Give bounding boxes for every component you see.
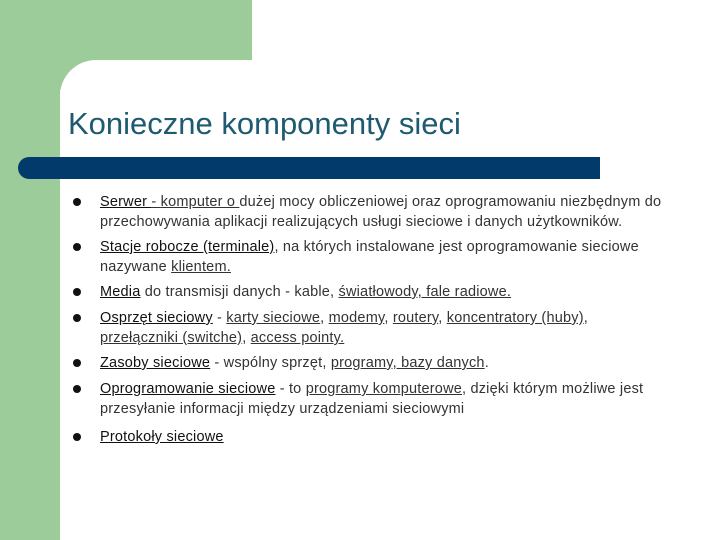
separator: -	[151, 194, 161, 210]
bullet-icon	[73, 433, 81, 441]
list-item-oprogramowanie	[70, 379, 670, 419]
text: .	[484, 355, 489, 371]
text: do transmisji danych - kable,	[140, 284, 339, 300]
link-przelaczniki[interactable]: przełączniki (switche)	[100, 330, 243, 346]
term-osprzet-sieciowy[interactable]: Osprzęt sieciowy	[100, 310, 213, 326]
link-koncentratory[interactable]: koncentratory (huby)	[446, 310, 584, 326]
text: na których instalowane jest oprogramowanie sieciowe nazywane	[100, 239, 639, 275]
text: ,	[320, 310, 329, 326]
list-item-stacje-robocze	[70, 237, 670, 277]
bullet-list	[70, 192, 670, 447]
bullet-icon	[73, 243, 81, 251]
link-access-pointy[interactable]: access pointy.	[250, 330, 345, 346]
text: -	[212, 310, 227, 326]
text: dużej mocy obliczeniowej oraz oprogramowaniu niezbędnym do przechowywania aplikacji realizujących usługi sieciowe i danych użytkowników.	[100, 194, 662, 230]
title-underline-bar	[18, 157, 600, 179]
term-protokoly-sieciowe[interactable]: Protokoły sieciowe	[100, 429, 224, 445]
list-item-osprzet	[70, 308, 670, 348]
link-klientem[interactable]: klientem.	[171, 259, 231, 275]
text: ,	[242, 330, 251, 346]
bullet-icon	[73, 198, 81, 206]
list-item-zasoby	[70, 353, 670, 373]
separator: ,	[274, 239, 283, 255]
term-media[interactable]: Media	[100, 284, 141, 300]
bullet-icon	[73, 385, 81, 393]
list-item-serwer	[70, 192, 670, 232]
link-komputer[interactable]: komputer o	[160, 194, 240, 210]
text: ,	[384, 310, 393, 326]
term-stacje-robocze[interactable]: Stacje robocze (terminale)	[100, 239, 275, 255]
link-modemy[interactable]: modemy	[328, 310, 385, 326]
text: , dzięki którym możliwe jest przesyłanie informacji między urządzeniami sieciowymi	[100, 381, 644, 417]
term-serwer[interactable]: Serwer	[100, 194, 152, 210]
link-routery[interactable]: routery	[392, 310, 439, 326]
text: - wspólny sprzęt,	[210, 355, 331, 371]
list-item-protokoly	[70, 427, 670, 447]
link-programy-bazy-danych[interactable]: programy, bazy danych	[330, 355, 485, 371]
bullet-icon	[73, 359, 81, 367]
link-swiatlowody[interactable]: światłowody, fale radiowe.	[338, 284, 512, 300]
slide-title: Konieczne komponenty sieci	[68, 106, 461, 141]
bullet-icon	[73, 288, 81, 296]
text: ,	[583, 310, 588, 326]
text: ,	[438, 310, 447, 326]
term-zasoby-sieciowe[interactable]: Zasoby sieciowe	[100, 355, 211, 371]
decor-green-stripe	[0, 0, 60, 540]
term-oprogramowanie-sieciowe[interactable]: Oprogramowanie sieciowe	[100, 381, 276, 397]
list-item-media	[70, 282, 670, 302]
link-karty-sieciowe[interactable]: karty sieciowe	[226, 310, 321, 326]
bullet-icon	[73, 314, 81, 322]
link-programy-komputerowe[interactable]: programy komputerowe	[305, 381, 463, 397]
text: - to	[275, 381, 306, 397]
